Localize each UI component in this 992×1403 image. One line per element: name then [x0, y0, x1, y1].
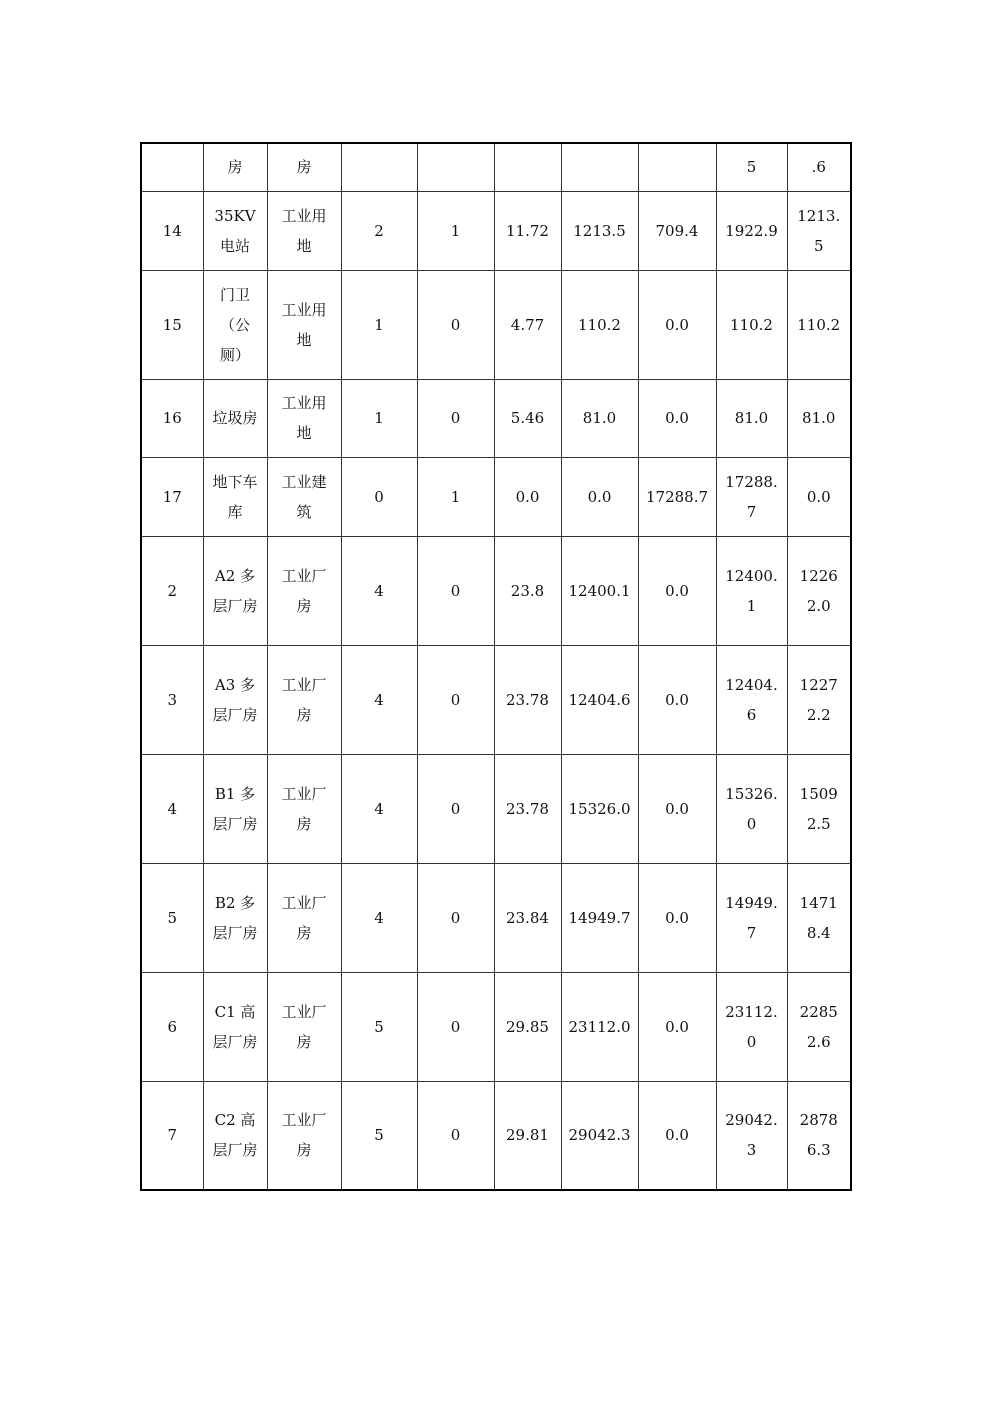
above-ground-area-cell: 12400.1 — [561, 536, 638, 645]
below-ground-area-cell: 0.0 — [638, 270, 716, 379]
below-ground-area-cell: 0.0 — [638, 863, 716, 972]
row-index-cell: 15 — [141, 270, 203, 379]
floors-below-cell: 0 — [417, 1081, 494, 1190]
height-cell: 23.84 — [494, 863, 561, 972]
row-index-cell: 16 — [141, 379, 203, 457]
height-cell: 11.72 — [494, 191, 561, 270]
table-row — [141, 536, 851, 645]
building-name-cell: B2 多层厂房 — [203, 863, 267, 972]
total-area-cell: 12404.6 — [716, 645, 787, 754]
land-use-cell: 工业厂房 — [267, 754, 341, 863]
capacity-area-cell: 12262.0 — [787, 536, 851, 645]
capacity-area-cell: 28786.3 — [787, 1081, 851, 1190]
floors-above-cell: 1 — [341, 270, 417, 379]
below-ground-area-cell: 0.0 — [638, 645, 716, 754]
floors-above-cell: 4 — [341, 863, 417, 972]
land-use-cell: 工业建筑 — [267, 457, 341, 536]
table-row — [141, 1081, 851, 1190]
table-row — [141, 863, 851, 972]
row-index-cell: 4 — [141, 754, 203, 863]
capacity-area-cell: 81.0 — [787, 379, 851, 457]
land-use-cell: 工业厂房 — [267, 536, 341, 645]
capacity-area-cell: 110.2 — [787, 270, 851, 379]
building-name-cell: B1 多层厂房 — [203, 754, 267, 863]
floors-below-cell: 0 — [417, 536, 494, 645]
capacity-area-cell: 15092.5 — [787, 754, 851, 863]
above-ground-area-cell: 14949.7 — [561, 863, 638, 972]
table-row — [141, 972, 851, 1081]
row-index-cell: 6 — [141, 972, 203, 1081]
land-use-cell: 工业厂房 — [267, 972, 341, 1081]
floors-above-cell: 5 — [341, 1081, 417, 1190]
above-ground-area-cell: 29042.3 — [561, 1081, 638, 1190]
total-area-cell: 17288.7 — [716, 457, 787, 536]
floors-below-cell — [417, 143, 494, 191]
total-area-cell: 5 — [716, 143, 787, 191]
capacity-area-cell: 22852.6 — [787, 972, 851, 1081]
height-cell: 29.85 — [494, 972, 561, 1081]
total-area-cell: 110.2 — [716, 270, 787, 379]
above-ground-area-cell — [561, 143, 638, 191]
above-ground-area-cell: 81.0 — [561, 379, 638, 457]
capacity-area-cell: 1213.5 — [787, 191, 851, 270]
building-name-cell: A2 多层厂房 — [203, 536, 267, 645]
height-cell: 23.8 — [494, 536, 561, 645]
row-index-cell: 17 — [141, 457, 203, 536]
land-use-cell: 工业用地 — [267, 379, 341, 457]
row-index-cell: 14 — [141, 191, 203, 270]
height-cell: 4.77 — [494, 270, 561, 379]
floors-below-cell: 0 — [417, 645, 494, 754]
total-area-cell: 23112.0 — [716, 972, 787, 1081]
total-area-cell: 1922.9 — [716, 191, 787, 270]
table-row — [141, 143, 851, 191]
floors-above-cell: 4 — [341, 754, 417, 863]
row-index-cell: 5 — [141, 863, 203, 972]
floors-below-cell: 0 — [417, 270, 494, 379]
total-area-cell: 12400.1 — [716, 536, 787, 645]
building-name-cell: A3 多层厂房 — [203, 645, 267, 754]
above-ground-area-cell: 110.2 — [561, 270, 638, 379]
land-use-cell: 工业厂房 — [267, 645, 341, 754]
floors-above-cell: 5 — [341, 972, 417, 1081]
floors-below-cell: 0 — [417, 972, 494, 1081]
total-area-cell: 81.0 — [716, 379, 787, 457]
land-use-cell: 工业用地 — [267, 191, 341, 270]
floors-above-cell — [341, 143, 417, 191]
land-use-cell: 工业厂房 — [267, 863, 341, 972]
below-ground-area-cell: 0.0 — [638, 379, 716, 457]
height-cell: 23.78 — [494, 754, 561, 863]
floors-below-cell: 1 — [417, 457, 494, 536]
floors-below-cell: 0 — [417, 379, 494, 457]
below-ground-area-cell: 0.0 — [638, 972, 716, 1081]
building-name-cell: 地下车库 — [203, 457, 267, 536]
building-name-cell: 门卫（公厕） — [203, 270, 267, 379]
height-cell: 0.0 — [494, 457, 561, 536]
table-row — [141, 270, 851, 379]
floors-above-cell: 0 — [341, 457, 417, 536]
table-row — [141, 191, 851, 270]
land-use-cell: 房 — [267, 143, 341, 191]
floors-above-cell: 4 — [341, 536, 417, 645]
row-index-cell: 3 — [141, 645, 203, 754]
land-use-cell: 工业用地 — [267, 270, 341, 379]
building-name-cell: 垃圾房 — [203, 379, 267, 457]
table-row — [141, 379, 851, 457]
height-cell — [494, 143, 561, 191]
below-ground-area-cell: 709.4 — [638, 191, 716, 270]
above-ground-area-cell: 12404.6 — [561, 645, 638, 754]
height-cell: 5.46 — [494, 379, 561, 457]
total-area-cell: 15326.0 — [716, 754, 787, 863]
row-index-cell: 2 — [141, 536, 203, 645]
above-ground-area-cell: 0.0 — [561, 457, 638, 536]
floors-above-cell: 2 — [341, 191, 417, 270]
above-ground-area-cell: 15326.0 — [561, 754, 638, 863]
building-name-cell: 房 — [203, 143, 267, 191]
table-row — [141, 645, 851, 754]
capacity-area-cell: 14718.4 — [787, 863, 851, 972]
height-cell: 23.78 — [494, 645, 561, 754]
total-area-cell: 29042.3 — [716, 1081, 787, 1190]
table-row — [141, 754, 851, 863]
table-row — [141, 457, 851, 536]
building-name-cell: 35KV电站 — [203, 191, 267, 270]
below-ground-area-cell: 0.0 — [638, 536, 716, 645]
building-name-cell: C2 高层厂房 — [203, 1081, 267, 1190]
floors-above-cell: 1 — [341, 379, 417, 457]
land-use-cell: 工业厂房 — [267, 1081, 341, 1190]
above-ground-area-cell: 1213.5 — [561, 191, 638, 270]
height-cell: 29.81 — [494, 1081, 561, 1190]
below-ground-area-cell: 0.0 — [638, 754, 716, 863]
floors-below-cell: 0 — [417, 754, 494, 863]
capacity-area-cell: 12272.2 — [787, 645, 851, 754]
floors-below-cell: 0 — [417, 863, 494, 972]
total-area-cell: 14949.7 — [716, 863, 787, 972]
above-ground-area-cell: 23112.0 — [561, 972, 638, 1081]
below-ground-area-cell — [638, 143, 716, 191]
below-ground-area-cell: 0.0 — [638, 1081, 716, 1190]
building-area-table — [140, 142, 852, 1191]
row-index-cell: 7 — [141, 1081, 203, 1190]
below-ground-area-cell: 17288.7 — [638, 457, 716, 536]
floors-above-cell: 4 — [341, 645, 417, 754]
capacity-area-cell: 0.0 — [787, 457, 851, 536]
floors-below-cell: 1 — [417, 191, 494, 270]
row-index-cell — [141, 143, 203, 191]
building-name-cell: C1 高层厂房 — [203, 972, 267, 1081]
capacity-area-cell: .6 — [787, 143, 851, 191]
